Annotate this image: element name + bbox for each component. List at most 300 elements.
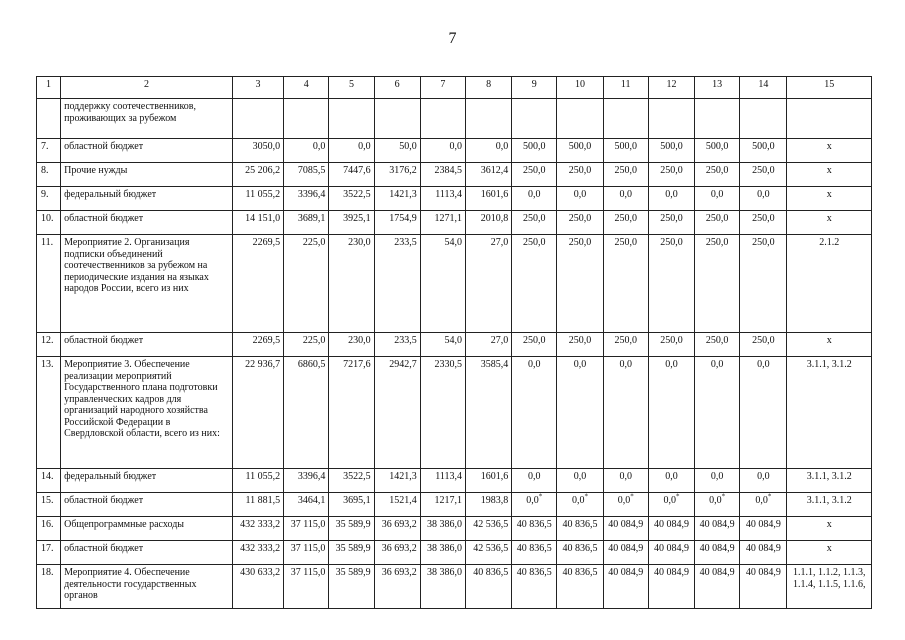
value-cell xyxy=(557,493,603,517)
cell-value: 2330,5 xyxy=(434,359,462,370)
value-cell xyxy=(695,211,740,235)
footnote-marker: * xyxy=(675,492,680,501)
cell-value: 2269,5 xyxy=(252,335,281,346)
cell-value: 225,0 xyxy=(302,237,326,248)
cell-value: 22 936,7 xyxy=(245,359,281,370)
target-indicator: x xyxy=(787,333,872,357)
row-number: 8. xyxy=(37,163,61,187)
cell-value: 3689,1 xyxy=(297,213,326,224)
value-cell xyxy=(557,211,603,235)
cell-value: 40 084,9 xyxy=(608,543,644,554)
value-cell xyxy=(374,139,420,163)
value-cell xyxy=(557,99,603,139)
cell-value: 432 333,2 xyxy=(240,543,281,554)
value-cell xyxy=(695,493,740,517)
cell-value: 0,0 xyxy=(526,495,539,506)
cell-value: 0,0 xyxy=(665,189,678,200)
row-number xyxy=(37,99,61,139)
value-cell xyxy=(740,565,787,609)
value-cell xyxy=(648,493,694,517)
value-cell xyxy=(329,163,374,187)
cell-value: 36 693,2 xyxy=(381,567,417,578)
value-cell xyxy=(512,163,557,187)
value-cell xyxy=(374,493,420,517)
value-cell xyxy=(557,139,603,163)
column-header: 7 xyxy=(420,77,465,99)
cell-value: 0,0 xyxy=(617,495,631,506)
cell-value: 40 836,5 xyxy=(516,519,552,530)
row-description: областной бюджет xyxy=(61,541,233,565)
value-cell xyxy=(603,541,648,565)
cell-value: 0,0 xyxy=(573,359,587,370)
value-cell xyxy=(695,333,740,357)
value-cell xyxy=(695,235,740,333)
value-cell xyxy=(420,517,465,541)
value-cell xyxy=(232,211,283,235)
cell-value: 40 084,9 xyxy=(699,519,735,530)
value-cell xyxy=(465,517,511,541)
row-number: 16. xyxy=(37,517,61,541)
target-indicator: x xyxy=(787,187,872,211)
value-cell xyxy=(232,235,283,333)
value-cell xyxy=(465,235,511,333)
value-cell xyxy=(284,163,329,187)
value-cell xyxy=(374,187,420,211)
cell-value: 35 589,9 xyxy=(335,567,371,578)
cell-value: 3695,1 xyxy=(343,495,371,506)
cell-value: 40 836,5 xyxy=(562,543,598,554)
target-indicator: 3.1.1, 3.1.2 xyxy=(787,493,872,517)
value-cell xyxy=(740,187,787,211)
cell-value: 38 386,0 xyxy=(426,543,462,554)
value-cell xyxy=(232,541,283,565)
value-cell xyxy=(232,517,283,541)
cell-value: 500,0 xyxy=(523,141,546,152)
value-cell xyxy=(420,99,465,139)
value-cell xyxy=(420,357,465,469)
value-cell xyxy=(284,187,329,211)
value-cell xyxy=(740,163,787,187)
cell-value: 1521,4 xyxy=(389,495,417,506)
value-cell xyxy=(695,357,740,469)
value-cell xyxy=(329,565,374,609)
value-cell xyxy=(420,163,465,187)
value-cell xyxy=(232,139,283,163)
value-cell xyxy=(695,99,740,139)
value-cell xyxy=(329,235,374,333)
cell-value: 7085,5 xyxy=(297,165,326,176)
cell-value: 2269,5 xyxy=(252,237,281,248)
table-row xyxy=(37,139,872,163)
row-description: Мероприятие 2. Организация подписки объединений соотечественников за рубежом на периодические издания на языках народов России, всего из них xyxy=(61,235,233,333)
cell-value: 25 206,2 xyxy=(245,165,281,176)
cell-value: 7217,6 xyxy=(343,359,371,370)
value-cell xyxy=(465,469,511,493)
value-cell xyxy=(329,493,374,517)
cell-value: 0,0 xyxy=(495,141,509,152)
cell-value: 233,5 xyxy=(394,335,417,346)
value-cell xyxy=(648,541,694,565)
row-number: 18. xyxy=(37,565,61,609)
value-cell xyxy=(232,187,283,211)
footnote-marker: * xyxy=(584,492,589,501)
value-cell xyxy=(374,99,420,139)
value-cell xyxy=(740,99,787,139)
value-cell xyxy=(512,235,557,333)
cell-value: 40 836,5 xyxy=(473,567,509,578)
row-number: 7. xyxy=(37,139,61,163)
cell-value: 1271,1 xyxy=(434,213,462,224)
cell-value: 0,0 xyxy=(572,495,585,506)
value-cell xyxy=(284,517,329,541)
value-cell xyxy=(603,211,648,235)
cell-value: 35 589,9 xyxy=(335,519,371,530)
cell-value: 250,0 xyxy=(752,165,775,176)
value-cell xyxy=(557,235,603,333)
table-header-row xyxy=(37,77,872,99)
cell-value: 0,0 xyxy=(757,471,770,482)
budget-table xyxy=(36,76,872,609)
cell-value: 14 151,0 xyxy=(245,213,281,224)
value-cell xyxy=(648,187,694,211)
cell-value: 2010,8 xyxy=(480,213,509,224)
cell-value: 40 084,9 xyxy=(699,543,735,554)
value-cell xyxy=(557,469,603,493)
target-indicator: 1.1.1, 1.1.2, 1.1.3, 1.1.4, 1.1.5, 1.1.6, xyxy=(787,565,872,609)
cell-value: 37 115,0 xyxy=(290,543,326,554)
value-cell xyxy=(512,187,557,211)
table-row xyxy=(37,565,872,609)
cell-value: 250,0 xyxy=(568,165,592,176)
row-description: федеральный бюджет xyxy=(61,187,233,211)
cell-value: 0,0 xyxy=(665,359,678,370)
cell-value: 40 836,5 xyxy=(516,543,552,554)
cell-value: 35 589,9 xyxy=(335,543,371,554)
value-cell xyxy=(420,139,465,163)
value-cell xyxy=(740,357,787,469)
value-cell xyxy=(329,541,374,565)
value-cell xyxy=(329,99,374,139)
value-cell xyxy=(603,99,648,139)
row-description: областной бюджет xyxy=(61,139,233,163)
value-cell xyxy=(284,333,329,357)
value-cell xyxy=(232,333,283,357)
row-number: 15. xyxy=(37,493,61,517)
cell-value: 250,0 xyxy=(568,237,592,248)
value-cell xyxy=(603,333,648,357)
column-header: 12 xyxy=(648,77,694,99)
cell-value: 0,0 xyxy=(528,189,541,200)
cell-value: 250,0 xyxy=(705,213,729,224)
cell-value: 250,0 xyxy=(614,335,637,346)
table-row xyxy=(37,333,872,357)
cell-value: 11 055,2 xyxy=(245,471,281,482)
row-description: Мероприятие 4. Обеспечение деятельности государственных органов xyxy=(61,565,233,609)
cell-value: 250,0 xyxy=(752,213,775,224)
cell-value: 250,0 xyxy=(705,237,729,248)
column-header: 13 xyxy=(695,77,740,99)
cell-value: 250,0 xyxy=(705,335,729,346)
value-cell xyxy=(557,565,603,609)
cell-value: 11 055,2 xyxy=(245,189,281,200)
cell-value: 250,0 xyxy=(523,213,546,224)
column-header: 11 xyxy=(603,77,648,99)
cell-value: 1113,4 xyxy=(435,189,462,200)
cell-value: 250,0 xyxy=(523,335,546,346)
cell-value: 27,0 xyxy=(490,237,509,248)
value-cell xyxy=(329,517,374,541)
cell-value: 3396,4 xyxy=(297,471,326,482)
cell-value: 250,0 xyxy=(523,165,546,176)
value-cell xyxy=(603,163,648,187)
value-cell xyxy=(284,139,329,163)
column-header: 3 xyxy=(232,77,283,99)
target-indicator: 3.1.1, 3.1.2 xyxy=(787,357,872,469)
cell-value: 3585,4 xyxy=(480,359,509,370)
value-cell xyxy=(420,541,465,565)
cell-value: 430 633,2 xyxy=(240,567,281,578)
value-cell xyxy=(420,565,465,609)
value-cell xyxy=(648,517,694,541)
target-indicator: x xyxy=(787,163,872,187)
cell-value: 0,0 xyxy=(757,189,770,200)
cell-value: 40 084,9 xyxy=(653,543,689,554)
cell-value: 1754,9 xyxy=(389,213,417,224)
value-cell xyxy=(284,469,329,493)
target-indicator: x xyxy=(787,541,872,565)
table-row xyxy=(37,211,872,235)
target-indicator: 2.1.2 xyxy=(787,235,872,333)
value-cell xyxy=(329,333,374,357)
cell-value: 27,0 xyxy=(490,335,509,346)
cell-value: 40 836,5 xyxy=(562,567,598,578)
row-number: 12. xyxy=(37,333,61,357)
column-header: 6 xyxy=(374,77,420,99)
cell-value: 40 084,9 xyxy=(653,519,689,530)
row-description: областной бюджет xyxy=(61,493,233,517)
column-header: 5 xyxy=(329,77,374,99)
value-cell xyxy=(329,469,374,493)
value-cell xyxy=(603,357,648,469)
cell-value: 500,0 xyxy=(752,141,775,152)
value-cell xyxy=(695,469,740,493)
value-cell xyxy=(284,211,329,235)
cell-value: 0,0 xyxy=(710,471,724,482)
cell-value: 40 084,9 xyxy=(745,567,781,578)
row-number: 14. xyxy=(37,469,61,493)
row-number: 10. xyxy=(37,211,61,235)
footnote-marker: * xyxy=(767,492,772,501)
column-header: 14 xyxy=(740,77,787,99)
cell-value: 2942,7 xyxy=(389,359,417,370)
cell-value: 250,0 xyxy=(752,335,775,346)
value-cell xyxy=(374,565,420,609)
value-cell xyxy=(695,187,740,211)
target-indicator: 3.1.1, 3.1.2 xyxy=(787,469,872,493)
table-row xyxy=(37,517,872,541)
cell-value: 3522,5 xyxy=(343,471,371,482)
value-cell xyxy=(648,235,694,333)
target-indicator: x xyxy=(787,139,872,163)
value-cell xyxy=(512,517,557,541)
row-description: Прочие нужды xyxy=(61,163,233,187)
value-cell xyxy=(648,211,694,235)
cell-value: 432 333,2 xyxy=(240,519,281,530)
value-cell xyxy=(648,139,694,163)
cell-value: 37 115,0 xyxy=(290,567,326,578)
cell-value: 0,0 xyxy=(573,471,587,482)
value-cell xyxy=(374,517,420,541)
value-cell xyxy=(648,163,694,187)
row-number: 9. xyxy=(37,187,61,211)
table-row xyxy=(37,469,872,493)
cell-value: 40 836,5 xyxy=(562,519,598,530)
value-cell xyxy=(512,493,557,517)
value-cell xyxy=(465,333,511,357)
column-header: 1 xyxy=(37,77,61,99)
cell-value: 40 084,9 xyxy=(608,519,644,530)
cell-value: 40 084,9 xyxy=(745,519,781,530)
value-cell xyxy=(603,493,648,517)
value-cell xyxy=(512,541,557,565)
value-cell xyxy=(695,565,740,609)
cell-value: 0,0 xyxy=(528,471,541,482)
cell-value: 250,0 xyxy=(523,237,546,248)
value-cell xyxy=(512,99,557,139)
cell-value: 40 836,5 xyxy=(516,567,552,578)
cell-value: 1601,6 xyxy=(480,189,509,200)
value-cell xyxy=(648,469,694,493)
value-cell xyxy=(695,163,740,187)
cell-value: 3612,4 xyxy=(480,165,509,176)
value-cell xyxy=(284,235,329,333)
value-cell xyxy=(512,211,557,235)
cell-value: 40 084,9 xyxy=(608,567,644,578)
value-cell xyxy=(374,235,420,333)
value-cell xyxy=(374,541,420,565)
cell-value: 0,0 xyxy=(358,141,371,152)
value-cell xyxy=(465,163,511,187)
cell-value: 500,0 xyxy=(568,141,592,152)
table-row xyxy=(37,187,872,211)
row-description: областной бюджет xyxy=(61,333,233,357)
cell-value: 0,0 xyxy=(619,471,632,482)
table-row xyxy=(37,541,872,565)
cell-value: 0,0 xyxy=(709,495,722,506)
value-cell xyxy=(465,139,511,163)
value-cell xyxy=(740,517,787,541)
value-cell xyxy=(374,333,420,357)
cell-value: 40 084,9 xyxy=(745,543,781,554)
page-number: 7 xyxy=(448,30,457,47)
value-cell xyxy=(420,211,465,235)
cell-value: 0,0 xyxy=(710,189,724,200)
cell-value: 0,0 xyxy=(663,495,676,506)
cell-value: 7447,6 xyxy=(343,165,371,176)
row-description: федеральный бюджет xyxy=(61,469,233,493)
value-cell xyxy=(512,333,557,357)
value-cell xyxy=(648,357,694,469)
value-cell xyxy=(648,99,694,139)
cell-value: 250,0 xyxy=(660,237,683,248)
cell-value: 0,0 xyxy=(755,495,768,506)
value-cell xyxy=(603,235,648,333)
cell-value: 225,0 xyxy=(302,335,326,346)
table-row xyxy=(37,493,872,517)
value-cell xyxy=(232,565,283,609)
cell-value: 0,0 xyxy=(710,359,724,370)
cell-value: 3925,1 xyxy=(343,213,371,224)
cell-value: 42 536,5 xyxy=(473,543,509,554)
value-cell xyxy=(374,163,420,187)
value-cell xyxy=(557,357,603,469)
value-cell xyxy=(420,469,465,493)
value-cell xyxy=(284,493,329,517)
value-cell xyxy=(603,139,648,163)
cell-value: 500,0 xyxy=(660,141,683,152)
table-row xyxy=(37,357,872,469)
value-cell xyxy=(420,187,465,211)
table-row xyxy=(37,99,872,139)
cell-value: 250,0 xyxy=(614,165,637,176)
cell-value: 250,0 xyxy=(568,335,592,346)
value-cell xyxy=(329,139,374,163)
value-cell xyxy=(512,565,557,609)
cell-value: 54,0 xyxy=(444,237,462,248)
cell-value: 36 693,2 xyxy=(381,519,417,530)
value-cell xyxy=(420,235,465,333)
value-cell xyxy=(465,187,511,211)
cell-value: 40 084,9 xyxy=(699,567,735,578)
target-indicator xyxy=(787,99,872,139)
value-cell xyxy=(232,357,283,469)
value-cell xyxy=(695,541,740,565)
column-header: 8 xyxy=(465,77,511,99)
value-cell xyxy=(695,517,740,541)
value-cell xyxy=(648,565,694,609)
value-cell xyxy=(512,357,557,469)
table-row xyxy=(37,163,872,187)
value-cell xyxy=(374,357,420,469)
value-cell xyxy=(740,139,787,163)
value-cell xyxy=(420,493,465,517)
value-cell xyxy=(603,565,648,609)
table-body xyxy=(37,77,872,609)
value-cell xyxy=(329,187,374,211)
column-header: 9 xyxy=(512,77,557,99)
cell-value: 1421,3 xyxy=(389,471,417,482)
column-header: 15 xyxy=(787,77,872,99)
cell-value: 0,0 xyxy=(619,189,632,200)
value-cell xyxy=(740,541,787,565)
cell-value: 40 084,9 xyxy=(653,567,689,578)
cell-value: 1983,8 xyxy=(480,495,509,506)
cell-value: 1113,4 xyxy=(435,471,462,482)
column-header: 10 xyxy=(557,77,603,99)
row-description: поддержку соотечественников, проживающих за рубежом xyxy=(61,99,233,139)
footnote-marker: * xyxy=(721,492,726,501)
cell-value: 3396,4 xyxy=(297,189,326,200)
cell-value: 3176,2 xyxy=(389,165,417,176)
value-cell xyxy=(740,469,787,493)
value-cell xyxy=(465,493,511,517)
cell-value: 250,0 xyxy=(660,335,683,346)
value-cell xyxy=(329,357,374,469)
cell-value: 1601,6 xyxy=(480,471,509,482)
row-number: 11. xyxy=(37,235,61,333)
cell-value: 3050,0 xyxy=(252,141,281,152)
row-number: 17. xyxy=(37,541,61,565)
